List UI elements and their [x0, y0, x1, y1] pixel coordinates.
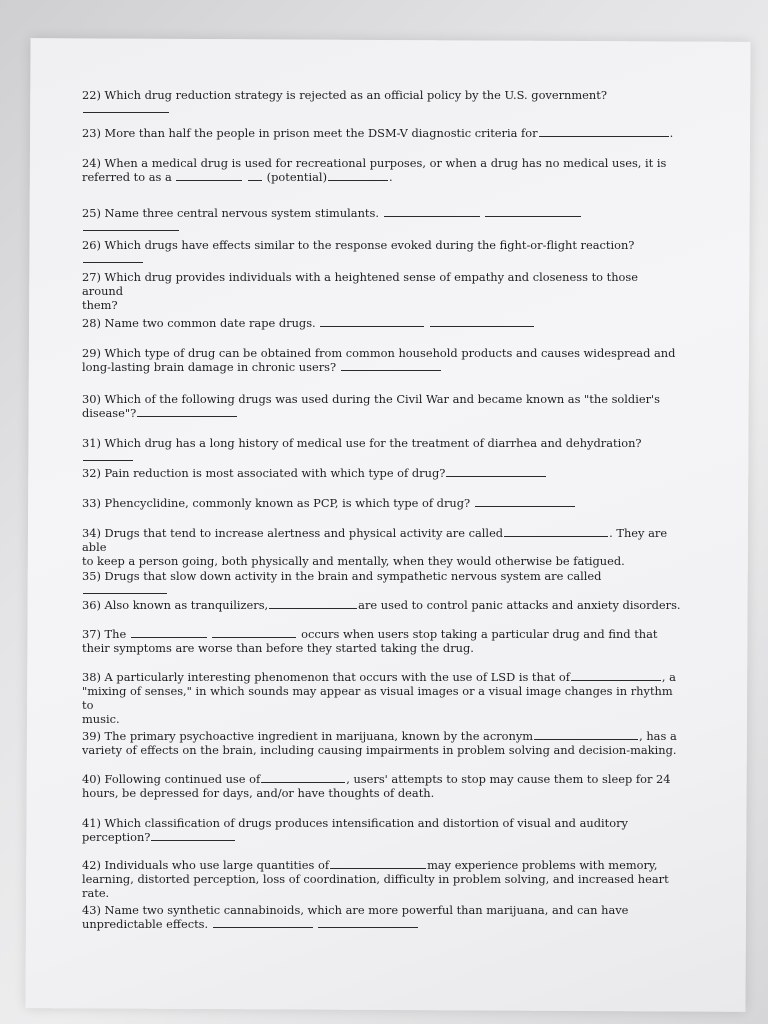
question-39-text-line1-end: , has a	[639, 729, 677, 743]
answer-blank[interactable]	[320, 316, 424, 327]
question-27-text-line2: them?	[82, 298, 118, 312]
answer-blank[interactable]	[504, 526, 608, 537]
question-39-text-line2: variety of effects on the brain, including causing impairments in problem solving and decision-making.	[82, 743, 677, 757]
question-32-text: 32) Pain reduction is most associated with which type of drug?	[82, 466, 446, 480]
question-41	[82, 816, 682, 844]
answer-blank[interactable]	[83, 450, 133, 461]
question-38	[82, 670, 682, 726]
question-24: 24) When a medical drug is used for recreational purposes, or when a drug has no medical uses, it is referred to as a (potential) .	[82, 156, 667, 184]
answer-blank[interactable]	[83, 102, 169, 113]
question-41-text-line2: perception?	[82, 830, 151, 844]
question-30-text-line1: 30) Which of the following drugs was used during the Civil War and became known as "the soldier's	[82, 392, 661, 406]
question-38-text-line3: music.	[82, 712, 120, 726]
question-33-text: 33) Phencyclidine, commonly known as PCP, is which type of drug?	[82, 496, 471, 510]
question-37-text-start: 37) The	[82, 627, 127, 641]
question-28-text: 28) Name two common date rape drugs.	[82, 316, 316, 330]
question-29-text-line2: long-lasting brain damage in chronic users?	[82, 360, 337, 374]
answer-blank[interactable]	[213, 917, 313, 928]
answer-blank[interactable]	[539, 126, 669, 137]
question-24-text-potential: (potential)	[266, 170, 328, 184]
question-42-text-line1-end: may experience problems with memory,	[427, 858, 658, 872]
question-23: 23) More than half the people in prison meet the DSM-V diagnostic criteria for .	[82, 126, 674, 140]
answer-blank[interactable]	[83, 252, 143, 263]
question-27	[82, 270, 682, 312]
answer-blank[interactable]	[430, 316, 534, 327]
answer-blank[interactable]	[151, 830, 235, 841]
answer-blank[interactable]	[212, 627, 296, 638]
question-34-text-line2: to keep a person going, both physically and mentally, when they would otherwise be fatigued.	[82, 554, 625, 568]
answer-blank[interactable]	[318, 917, 418, 928]
answer-blank[interactable]	[137, 406, 237, 417]
question-30-text-line2: disease"?	[82, 406, 137, 420]
answer-blank[interactable]	[176, 170, 242, 181]
question-41-text-line1: 41) Which classification of drugs produces intensification and distortion of visual and auditory	[82, 816, 628, 830]
question-42-text-line1: 42) Individuals who use large quantities of	[82, 858, 330, 872]
answer-blank[interactable]	[341, 360, 441, 371]
answer-blank[interactable]	[330, 858, 426, 869]
answer-blank[interactable]	[131, 627, 207, 638]
answer-blank[interactable]	[328, 170, 388, 181]
question-43	[82, 903, 682, 931]
question-37-text-line2: their symptoms are worse than before they started taking the drug.	[82, 641, 474, 655]
question-26-text: 26) Which drugs have effects similar to the response evoked during the fight-or-flight reaction?	[82, 238, 635, 252]
question-25	[82, 206, 682, 234]
question-27-text-line1: 27) Which drug provides individuals with a heightened sense of empathy and closeness to those around	[82, 270, 642, 298]
answer-blank[interactable]	[384, 206, 480, 217]
question-31	[82, 436, 682, 464]
question-28	[82, 316, 682, 330]
question-33	[82, 496, 682, 510]
question-40	[82, 772, 682, 800]
question-36-text-start: 36) Also known as tranquilizers,	[82, 598, 269, 612]
question-38-text-line1: 38) A particularly interesting phenomenon that occurs with the use of LSD is that of	[82, 670, 570, 684]
question-35	[82, 569, 682, 597]
question-34-text-line1: 34) Drugs that tend to increase alertness and physical activity are called	[82, 526, 504, 540]
question-23-text: 23) More than half the people in prison meet the DSM-V diagnostic criteria for	[82, 126, 538, 140]
question-39	[82, 729, 682, 757]
question-40-text-line1-end: , users' attempts to stop may cause them to sleep for 24	[346, 772, 671, 786]
answer-blank[interactable]	[534, 729, 638, 740]
question-42-text-line2: learning, distorted perception, loss of coordination, difficulty in problem solving, and increased heart rate.	[82, 872, 673, 900]
question-37-text-line1-end: occurs when users stop taking a particular drug and find that	[301, 627, 658, 641]
question-36	[82, 598, 682, 612]
question-43-text-line2: unpredictable effects.	[82, 917, 209, 931]
question-22-text: 22) Which drug reduction strategy is rejected as an official policy by the U.S. government?	[82, 88, 607, 102]
question-22	[82, 88, 682, 116]
question-43-text-line1: 43) Name two synthetic cannabinoids, which are more powerful than marijuana, and can have	[82, 903, 629, 917]
answer-blank[interactable]	[571, 670, 661, 681]
question-32	[82, 466, 682, 480]
question-34-text-line1-end: . They are able	[82, 526, 671, 554]
answer-blank[interactable]	[83, 220, 179, 231]
answer-blank[interactable]	[248, 170, 262, 181]
question-40-text-line2: hours, be depressed for days, and/or have thoughts of death.	[82, 786, 435, 800]
answer-blank[interactable]	[83, 583, 167, 594]
question-42	[82, 858, 682, 900]
question-35-text: 35) Drugs that slow down activity in the brain and sympathetic nervous system are called	[82, 569, 602, 583]
question-25-text: 25) Name three central nervous system stimulants.	[82, 206, 379, 220]
answer-blank[interactable]	[485, 206, 581, 217]
question-36-text-end: are used to control panic attacks and anxiety disorders.	[358, 598, 681, 612]
question-37	[82, 627, 682, 655]
answer-blank[interactable]	[446, 466, 546, 477]
question-38-text-line1-end: , a	[661, 670, 676, 684]
question-38-text-line2: "mixing of senses," in which sounds may appear as visual images or a visual image changes in rhythm to	[82, 684, 677, 712]
question-24-text-line2: referred to as a	[82, 170, 172, 184]
question-31-text: 31) Which drug has a long history of medical use for the treatment of diarrhea and dehydration?	[82, 436, 642, 450]
question-40-text-line1: 40) Following continued use of	[82, 772, 261, 786]
question-26	[82, 238, 682, 266]
answer-blank[interactable]	[261, 772, 345, 783]
question-29	[82, 346, 682, 374]
question-39-text-line1: 39) The primary psychoactive ingredient in marijuana, known by the acronym	[82, 729, 534, 743]
question-30	[82, 392, 682, 420]
question-29-text-line1: 29) Which type of drug can be obtained from common household products and causes widespread and	[82, 346, 676, 360]
question-34	[82, 526, 682, 568]
answer-blank[interactable]	[475, 496, 575, 507]
question-24-text-line1: 24) When a medical drug is used for recreational purposes, or when a drug has no medical uses, it is	[82, 156, 667, 170]
answer-blank[interactable]	[269, 598, 357, 609]
